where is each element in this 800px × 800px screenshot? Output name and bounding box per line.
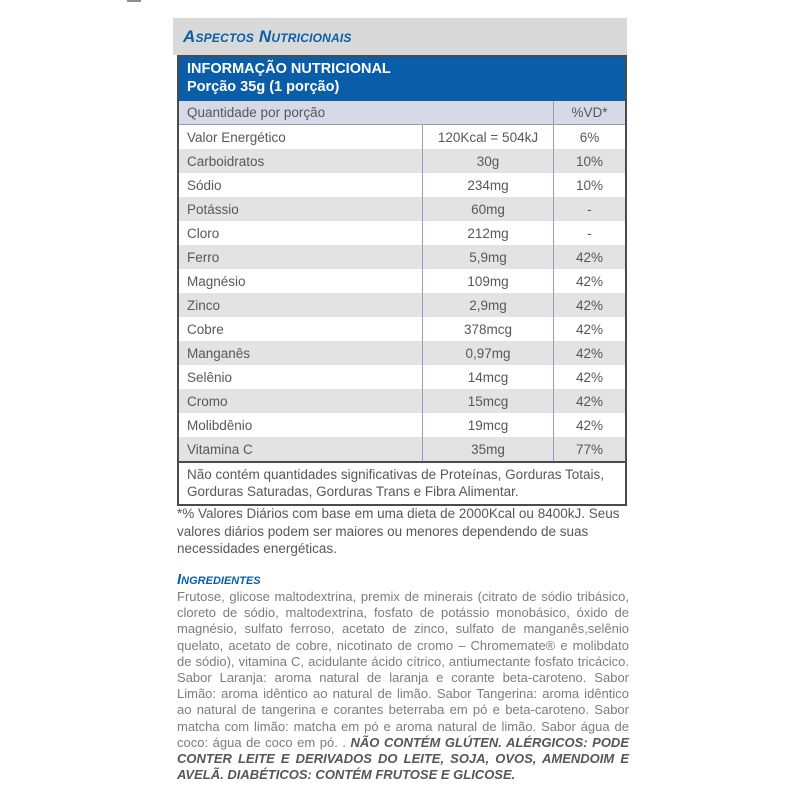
table-row	[179, 269, 625, 293]
nutrient-vd: 77%	[553, 437, 625, 461]
nutrient-vd: 10%	[553, 149, 625, 173]
nutrition-table	[177, 55, 627, 506]
nutrient-name: Cobre	[187, 321, 224, 337]
table-row	[179, 173, 625, 197]
allergen-warning: NÃO CONTÉM GLÚTEN. ALÉRGICOS: PODE CONTER LEITE E DERIVADOS DO LEITE, SOJA, OVOS, AMENDOIM E AVELÃ. DIABÉTICOS: CONTÉM FRUTOSE E GLICOSE.	[177, 734, 629, 783]
table-row	[179, 437, 625, 461]
nutrient-name: Ferro	[187, 249, 220, 265]
nutrient-vd: 42%	[553, 413, 625, 437]
nutrient-name: Selênio	[187, 369, 233, 385]
nutrient-amount: 14mcg	[422, 365, 553, 389]
section-banner	[173, 18, 627, 55]
table-row	[179, 125, 625, 149]
ingredients-text: Frutose, glicose maltodextrina, premix de minerais (citrato de sódio tribásico, cloreto de sódio, maltodextrina, fosfato de potássio monobásico, óxido de magnésio, sulfato ferroso, acetato de zinco, sulfato de manganês,selênio quelato, acetato de cobre, nicotinato de cromo – Chromemate® e molibdato de sódio), vitamina C, acidulante ácido cítrico, antiumectante fosfato tricácico. Sabor Laranja: aroma natural de laranja e corante beta-caroteno. Sabor Limão: aroma idêntico ao natural de limão. Sabor Tangerina: aroma idêntico ao natural de tangerina e corantes beterraba em pó e beta-caroteno. Sabor matcha com limão: matcha em pó e aroma natural de limão. Sabor água de coco: água de coco em pó. .	[177, 589, 629, 750]
nutrient-vd: 42%	[553, 389, 625, 413]
nutrient-name: Valor Energético	[187, 129, 286, 145]
table-row	[179, 197, 625, 221]
nutrient-name: Manganês	[187, 345, 251, 361]
nutrient-name: Vitamina C	[187, 441, 253, 457]
column-header-quantity: Quantidade por porção	[187, 105, 326, 120]
nutrient-vd: 42%	[553, 365, 625, 389]
nutrient-amount: 5,9mg	[422, 245, 553, 269]
section-title: Aspectos Nutricionais	[183, 26, 352, 46]
nutrient-vd: 6%	[553, 125, 625, 149]
nutrient-amount: 60mg	[422, 197, 553, 221]
nutrient-name: Cloro	[187, 225, 220, 241]
table-row	[179, 293, 625, 317]
nutrient-vd: 10%	[553, 173, 625, 197]
daily-values-note: *% Valores Diários com base em uma dieta de 2000Kcal ou 8400kJ. Seus valores diários podem ser maiores ou menores dependendo de suas necessidades energéticas.	[177, 506, 620, 556]
nutrient-amount: 15mcg	[422, 389, 553, 413]
table-row	[179, 341, 625, 365]
table-row	[179, 365, 625, 389]
table-footer-note: Não contém quantidades significativas de Proteínas, Gorduras Totais, Gorduras Saturadas, Gorduras Trans e Fibra Alimentar.	[179, 461, 625, 504]
nutrition-table-header	[179, 57, 625, 101]
nutrient-amount: 35mg	[422, 437, 553, 461]
nutrient-name: Magnésio	[187, 273, 246, 289]
nutrient-vd: 42%	[553, 341, 625, 365]
column-header-vd: %VD*	[553, 101, 625, 124]
nutrient-amount: 2,9mg	[422, 293, 553, 317]
nutrient-amount: 212mg	[422, 221, 553, 245]
nutrient-amount: 378mcg	[422, 317, 553, 341]
table-row	[179, 413, 625, 437]
nutrient-vd: -	[553, 221, 625, 245]
nutrient-name: Potássio	[187, 201, 239, 217]
nutrient-amount: 120Kcal = 504kJ	[422, 125, 553, 149]
nutrient-amount: 234mg	[422, 173, 553, 197]
table-row	[179, 149, 625, 173]
nutrient-name: Sódio	[187, 177, 222, 193]
nutrition-table-title: INFORMAÇÃO NUTRICIONAL	[187, 61, 391, 77]
table-row	[179, 221, 625, 245]
ingredients-paragraph	[177, 589, 629, 783]
nutrient-name: Cromo	[187, 393, 228, 409]
nutrient-vd: 42%	[553, 269, 625, 293]
column-header-row	[179, 101, 625, 125]
nutrition-table-subtitle: Porção 35g (1 porção)	[187, 79, 340, 95]
ingredients-title: Ingredientes	[177, 571, 261, 588]
page-crop-artifact	[127, 0, 141, 2]
nutrient-vd: -	[553, 197, 625, 221]
nutrient-vd: 42%	[553, 293, 625, 317]
nutrient-name: Carboidratos	[187, 153, 265, 169]
table-row	[179, 317, 625, 341]
nutrient-amount: 30g	[422, 149, 553, 173]
nutrient-vd: 42%	[553, 245, 625, 269]
nutrient-amount: 109mg	[422, 269, 553, 293]
table-row	[179, 245, 625, 269]
nutrient-vd: 42%	[553, 317, 625, 341]
nutrient-name: Molibdênio	[187, 417, 253, 433]
nutrient-amount: 0,97mg	[422, 341, 553, 365]
nutrient-name: Zinco	[187, 297, 221, 313]
nutrient-amount: 19mcg	[422, 413, 553, 437]
table-row	[179, 389, 625, 413]
